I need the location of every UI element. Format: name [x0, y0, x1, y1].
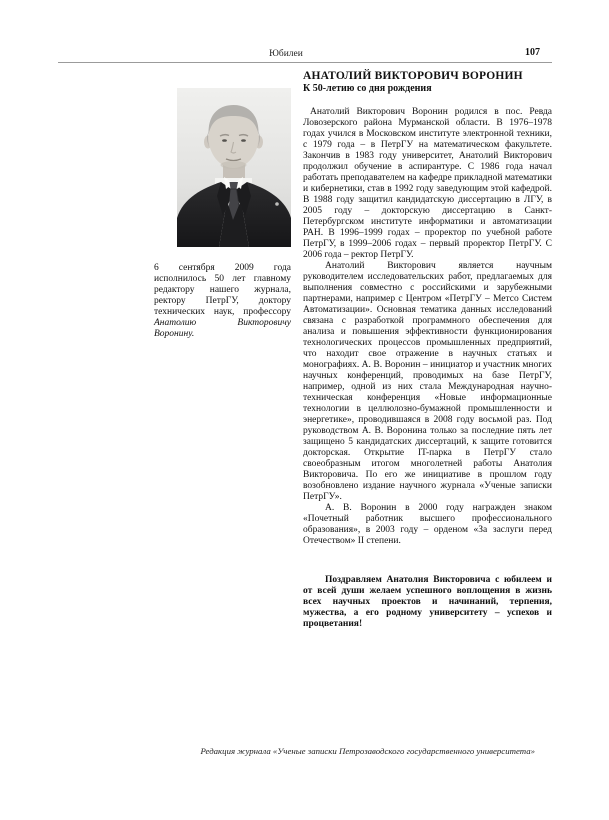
page-number: 107	[525, 47, 540, 58]
article-paragraph: Анатолий Викторович Воронин родился в пос. Ревда Ловозерского района Мурманской области. В 1976–1978 годах учился в Московском институте электронной техники, с 1979 года – в ПетрГУ на математическом факультете. Закончив в 1983 году университет, Анатолий Викторович продолжил обучение в аспирантуре. С 1986 года начал работать преподавателем на кафедре прикладной математики и кибернетики, став в 1992 году заведующим этой кафедрой. В 1988 году защитил кандидатскую диссертацию в ЛГУ, в 2005 году – докторскую диссертацию в Санкт-Петербургском институте информатики и автоматизации РАН. В 1996–1999 годах – проректор по учебной работе ПетрГУ, в 1999–2006 годах – первый проректор ПетрГУ. С 2006 года – ректор ПетрГУ.	[303, 107, 552, 260]
portrait-photo	[177, 88, 291, 247]
article-paragraph: Анатолий Викторович является научным руководителем исследовательских работ, предлагаемых для выполнения совместно с российскими и зарубежными партнерами, например с Центром «ПетрГУ – Метсо Систем Автоматизации». Основная тематика данных исследований связана с разработкой программного обеспечения для анализа и повышения эффективности функционирования технологических процессов промышленных предприятий, что находит свое отражение в научных статьях и монографиях. А. В. Воронин – инициатор и участник многих научных конференций, проводимых на базе ПетрГУ, например, одной из них стала Международная научно-техническая конференция «Новые информационные технологии в целлюлозно-бумажной промышленности и энергетике», проводившаяся в 2008 году восьмой раз. Под руководством А. В. Воронина только за последние пять лет защищено 5 кандидатских диссертаций, к защите готовится докторская. Открытие IT-парка в ПетрГУ стало своеобразным итогом многолетней работы Анатолия Викторовича. По его же инициативе в прошлом году возобновлено издание научного журнала «Ученые записки ПетрГУ».	[303, 261, 552, 502]
photo-caption-text: 6 сентября 2009 года исполнилось 50 лет главному редактору нашего журнала, ректору ПетрГУ, доктору технических наук, профессору	[154, 263, 291, 317]
photo-caption	[154, 263, 291, 340]
header-rule	[58, 62, 552, 63]
article-paragraph: А. В. Воронин в 2000 году награжден знаком «Почетный работник высшего профессионального образования», в 2003 году – орденом «За заслуги перед Отечеством» II степени.	[303, 503, 552, 546]
article-column	[303, 70, 552, 630]
editorial-credit: Редакция журнала «Ученые записки Петрозаводского государственного университета»	[200, 746, 535, 756]
photo-caption-name: Анатолию Викторовичу Воронину.	[154, 318, 291, 339]
article-subtitle: К 50-летию со дня рождения	[303, 83, 432, 94]
congratulation-paragraph: Поздравляем Анатолия Викторовича с юбилеем и от всей души желаем успешного воплощения в жизнь всех научных проектов и начинаний, терпения, мужества, а его родному университету – успехов и процветания!	[303, 575, 552, 629]
running-head-section: Юбилеи	[269, 49, 303, 59]
article-title: АНАТОЛИЙ ВИКТОРОВИЧ ВОРОНИН	[303, 70, 523, 82]
